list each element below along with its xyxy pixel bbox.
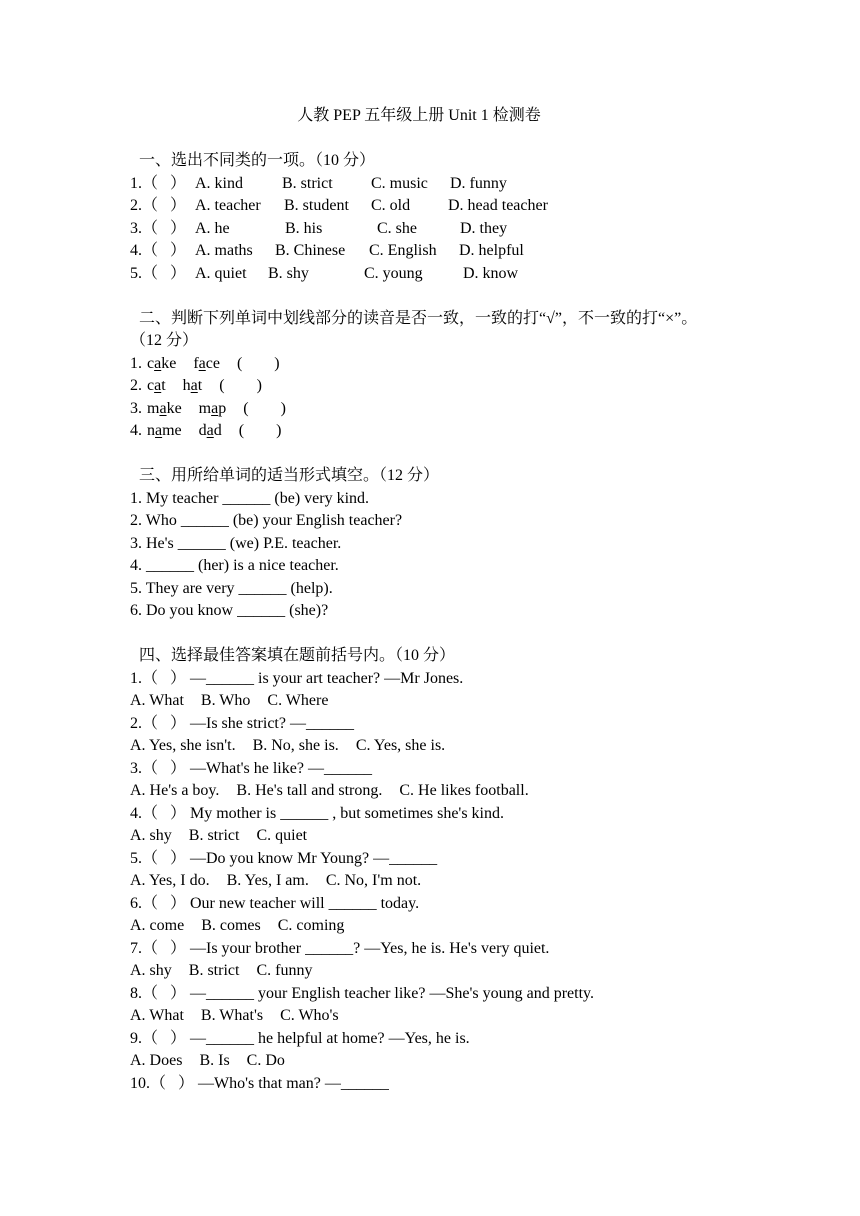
answer-bracket: （ ） [142,849,187,867]
answer-bracket: （ ） [142,939,187,957]
option-a: A. quiet [195,264,247,282]
s1-item [130,195,750,218]
option-b: B. comes [201,917,261,934]
s4-options [130,825,750,848]
underlined-letter: a [211,399,219,417]
question-text: —Who's that man? —______ [198,1074,389,1092]
s2-item [130,420,750,443]
section-1-heading: 一、选出不同类的一项。（10 分） [139,152,376,169]
option-b: B. Yes, I am. [226,872,309,889]
option-b: B. Chinese [275,242,346,259]
option-d: D. head teacher [448,197,548,214]
s4-options [130,870,750,893]
option-c: C. quiet [256,827,308,844]
option-c: C. English [369,242,437,259]
s4-question [130,1073,750,1096]
item-number: 1. [130,354,142,372]
question-text: —Is she strict? —______ [190,714,354,732]
question-text: My mother is ______ , but sometimes she's kind. [190,804,504,822]
s4-options [130,735,750,758]
option-c: C. music [371,174,428,192]
item-number: 4. [130,422,142,439]
s4-options [130,960,750,983]
answer-bracket: （ ） [142,197,187,214]
option-b: B. He's tall and strong. [236,782,383,799]
answer-bracket: （ ） [142,242,187,259]
answer-bracket: （ ） [142,894,187,912]
s3-item: 6. Do you know ______ (she)? [130,602,329,619]
answer-bracket: ( ) [243,399,286,417]
option-d: D. they [460,219,508,237]
question-text: —What's he like? —______ [190,759,372,777]
option-b: B. his [285,219,323,237]
item-number: 5. [130,264,142,282]
answer-bracket: （ ） [150,1074,195,1092]
underlined-letter: a [154,377,162,394]
answer-bracket: （ ） [142,219,187,237]
word-1 [147,377,166,394]
underlined-letter: a [155,422,163,439]
item-number: 1. [130,174,142,192]
option-a: A. maths [195,242,253,259]
s1-item [130,263,750,286]
option-a: A. come [130,917,185,934]
option-c: C. old [371,197,411,214]
option-a: A. shy [130,827,172,844]
answer-bracket: ( ) [238,422,282,439]
answer-bracket: （ ） [142,759,187,777]
s3-item: 4. ______ (her) is a nice teacher. [130,557,339,574]
underlined-letter: a [154,354,162,372]
option-c: C. He likes football. [399,782,529,799]
item-number: 2. [130,377,142,394]
option-a: A. kind [195,174,243,192]
option-b: B. strict [188,962,240,979]
option-b: B. Who [200,692,251,709]
option-c: C. coming [277,917,345,934]
worksheet-body [130,150,750,1095]
s2-item [130,398,750,421]
word-part: m [147,399,160,417]
s1-item [130,173,750,196]
s4-question [130,758,750,781]
option-c: C. Where [267,692,329,709]
word-2 [199,422,222,439]
item-number: 3. [130,759,142,777]
answer-bracket: （ ） [142,1029,187,1047]
item-number: 8. [130,984,142,1002]
item-number: 3. [130,219,142,237]
option-a: A. What [130,1007,184,1024]
answer-bracket: （ ） [142,984,187,1002]
option-d: D. funny [450,174,507,192]
item-number: 4. [130,804,142,822]
option-b: B. Is [199,1052,230,1069]
word-part: c [147,377,155,394]
word-2 [193,355,220,372]
word-2 [183,377,203,394]
item-number: 9. [130,1029,142,1047]
word-part: t [161,377,166,394]
s4-options [130,1005,750,1028]
item-number: 3. [130,399,142,417]
section-2-heading: 二、判断下列单词中划线部分的读音是否一致，一致的打“√”，不一致的打“×”。 [139,309,698,327]
s4-question [130,983,750,1006]
word-2 [199,400,227,417]
item-number: 4. [130,242,142,259]
s2-item [130,353,750,376]
option-b: B. strict [188,827,240,844]
word-part: ke [166,399,182,417]
s4-question [130,1028,750,1051]
item-number: 5. [130,849,142,867]
option-a: A. He's a boy. [130,782,220,799]
section-3-heading: 三、用所给单词的适当形式填空。（12 分） [139,467,440,484]
s4-options [130,780,750,803]
s3-item: 5. They are very ______ (help). [130,579,333,597]
s3-item: 3. He's ______ (we) P.E. teacher. [130,534,342,552]
option-a: A. teacher [195,197,261,214]
section-4-heading: 四、选择最佳答案填在题前括号内。（10 分） [139,647,456,664]
option-b: B. strict [282,174,333,192]
option-a: A. What [130,692,184,709]
option-c: C. funny [256,962,313,979]
s4-question [130,668,750,691]
s3-item: 2. Who ______ (be) your English teacher? [130,512,403,529]
word-part: m [198,399,212,417]
s4-question [130,848,750,871]
answer-bracket: （ ） [142,174,187,192]
item-number: 2. [130,197,142,214]
word-part: p [218,399,227,417]
word-part: t [197,377,203,394]
option-a: A. Does [130,1052,183,1069]
option-a: A. Yes, she isn't. [130,737,236,754]
option-b: B. No, she is. [252,737,339,754]
word-part: n [147,422,155,439]
answer-bracket: （ ） [142,669,187,687]
underlined-letter: a [206,422,214,439]
option-c: C. Do [246,1052,285,1069]
item-number: 10. [130,1074,150,1092]
word-part: d [213,422,222,439]
option-b: B. shy [268,264,309,282]
answer-bracket: ( ) [236,354,280,372]
word-1 [147,400,182,417]
worksheet-page [0,105,860,1095]
question-text: —Do you know Mr Young? —______ [190,849,438,867]
s1-item [130,218,750,241]
word-part: ke [161,354,177,372]
underlined-letter: a [159,399,167,417]
option-c: C. Who's [280,1007,339,1024]
word-1 [147,355,176,372]
s4-question [130,713,750,736]
answer-bracket: ( ) [219,377,262,394]
s4-options [130,690,750,713]
word-part: h [182,377,191,394]
answer-bracket: （ ） [142,714,187,732]
option-c: C. No, I'm not. [325,872,422,889]
option-d: D. know [463,264,519,282]
word-part: f [193,354,199,372]
option-a: A. shy [130,962,172,979]
section-2-score: （12 分） [130,332,199,349]
item-number: 1. [130,669,142,687]
question-text: —______ your English teacher like? —She's young and pretty. [190,984,594,1002]
word-part: me [162,422,182,439]
s4-question [130,893,750,916]
option-c: C. Yes, she is. [355,737,446,754]
s4-options [130,915,750,938]
word-part: c [147,354,155,372]
option-d: D. helpful [459,242,524,259]
s4-options [130,1050,750,1073]
underlined-letter: a [190,377,198,394]
item-number: 6. [130,894,142,912]
option-a: A. he [195,219,230,237]
option-a: A. Yes, I do. [130,872,210,889]
item-number: 2. [130,714,142,732]
option-b: B. What's [200,1007,264,1024]
answer-bracket: （ ） [142,264,187,282]
s3-item: 1. My teacher ______ (be) very kind. [130,489,370,507]
underlined-letter: a [198,354,206,372]
word-1 [147,422,182,439]
question-text: —Is your brother ______? —Yes, he is. He's very quiet. [190,939,550,957]
question-text: Our new teacher will ______ today. [190,894,420,912]
s2-item [130,375,750,398]
item-number: 7. [130,939,142,957]
option-c: C. she [377,219,417,237]
s1-item [130,240,750,263]
option-b: B. student [284,197,349,214]
word-part: ce [205,354,220,372]
question-text: —______ is your art teacher? —Mr Jones. [190,669,464,687]
s4-question [130,938,750,961]
word-part: d [198,422,207,439]
option-c: C. young [364,264,423,282]
s4-question [130,803,750,826]
question-text: —______ he helpful at home? —Yes, he is. [190,1029,470,1047]
answer-bracket: （ ） [142,804,187,822]
page-title: 人教 PEP 五年级上册 Unit 1 检测卷 [297,107,541,124]
